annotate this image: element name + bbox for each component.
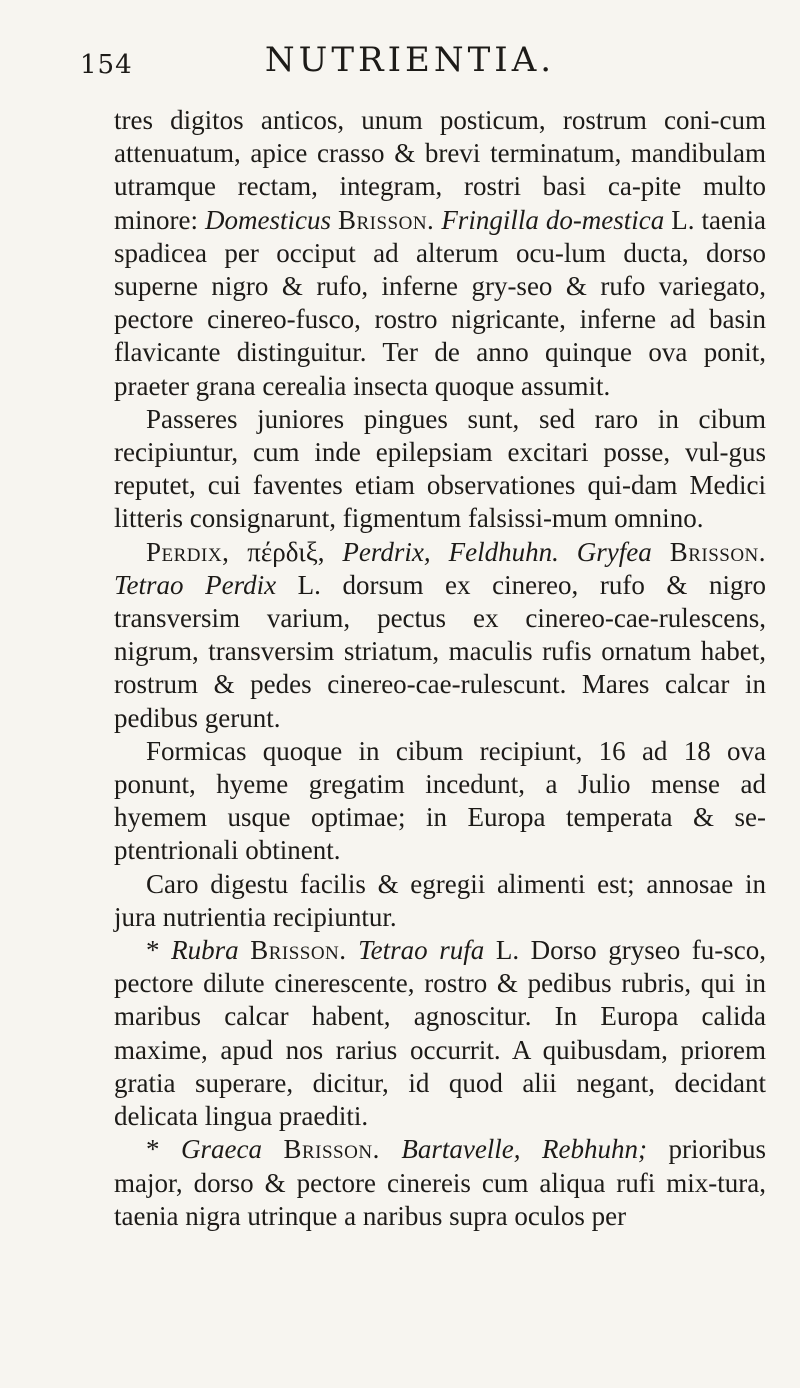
german-name: Feldhuhn. xyxy=(448,536,559,567)
paragraph-graeca: * Graeca Brisson. Bartavelle, Rebhuhn; prioribus major, dorso & pectore cinereis cum aliqua rufi mix-tura, taenia nigra utrinque a naribus supra oculos per xyxy=(114,1134,767,1231)
author-brisson: Brisson. xyxy=(250,935,347,966)
body-text xyxy=(114,104,766,1233)
paragraph-passer-usage: Passeres juniores pingues sunt, sed raro in cibum recipiuntur, cum inde epilepsiam excitari posse, vul-gus reputet, cui faventes etiam observationes qui-dam Medici litteris consignarunt, figmentum falsissi-mum omnino. xyxy=(114,403,766,534)
greek-name: πέρδιξ, xyxy=(229,536,343,567)
species-name-domesticus: Domesticus xyxy=(204,204,331,235)
paragraph-passer-description: tres digitos anticos, unum posticum, rostrum coni-cum attenuatum, apice crasso & brevi terminatum, mandibulam utramque rectam, integram, rostri basi ca-pite multo minore: Domesticus Brisson. Fringilla do-mestica L. taenia spadicea per occiput ad alterum ocu-lum ducta, dorso superne nigro & rufo, inferne gry-seo & rufo variegato, pectore cinereo-fusco, rostro nigricante, inferne ad basin flavicante distinguitur. Ter de anno quinque ova ponit, praeter grana cerealia insecta quoque assumit. xyxy=(114,105,766,401)
french-name: Perdrix, xyxy=(342,536,431,567)
paragraph-perdix-description: Perdix, πέρδιξ, Perdrix, Feldhuhn. Gryfea Brisson. Tetrao Perdix L. dorsum ex cinereo, rufo & nigro transversim varium, pectus ex cinereo-cae-rulescens, nigrum, transversim striatum, maculis rufis ornatum habet, rostrum & pedes cinereo-cae-rulescunt. Mares calcar in pedibus gerunt. xyxy=(114,536,767,733)
paragraph-perdix-habits: Formicas quoque in cibum recipiunt, 16 ad 18 ova ponunt, hyeme gregatim incedunt, a Julio mense ad hyemem usque optimae; in Europa temperata & se-ptentrionali obtinent. xyxy=(114,735,766,866)
page-header xyxy=(80,40,740,90)
french-name-bartavelle: Bartavelle, xyxy=(401,1134,521,1165)
species-name-fringilla-domestica: Fringilla do-mestica xyxy=(441,204,665,235)
paragraph-perdix-caro: Caro digestu facilis & egregii alimenti est; annosae in jura nutrientia recipiuntur. xyxy=(114,868,766,932)
author-brisson: Brisson. xyxy=(337,204,435,235)
german-name-rebhuhn: Rebhuhn; xyxy=(542,1134,648,1165)
page-number: 154 xyxy=(80,50,133,80)
species-name-tetrao-rufa: Tetrao rufa xyxy=(358,935,485,966)
genus-name-gryfea: Gryfea xyxy=(576,536,652,567)
entry-heading-perdix: Perdix, xyxy=(146,536,230,567)
running-title: NUTRIENTIA. xyxy=(264,40,556,80)
author-brisson: Brisson. xyxy=(283,1134,380,1165)
variety-name-rubra: Rubra xyxy=(171,935,239,966)
species-name-tetrao-perdix: Tetrao Perdix xyxy=(114,569,277,600)
variety-name-graeca: Graeca xyxy=(181,1134,262,1165)
author-brisson: Brisson. xyxy=(669,536,767,567)
paragraph-rubra: * Rubra Brisson. Tetrao rufa L. Dorso gryseo fu-sco, pectore dilute cinerescente, rostro & pedibus rubris, qui in maribus calcar habent, agnoscitur. In Europa calida maxime, apud nos rarius occurrit. A quibusdam, priorem gratia superare, dicitur, id quod alii negant, decidant delicata lingua praediti. xyxy=(114,935,767,1132)
